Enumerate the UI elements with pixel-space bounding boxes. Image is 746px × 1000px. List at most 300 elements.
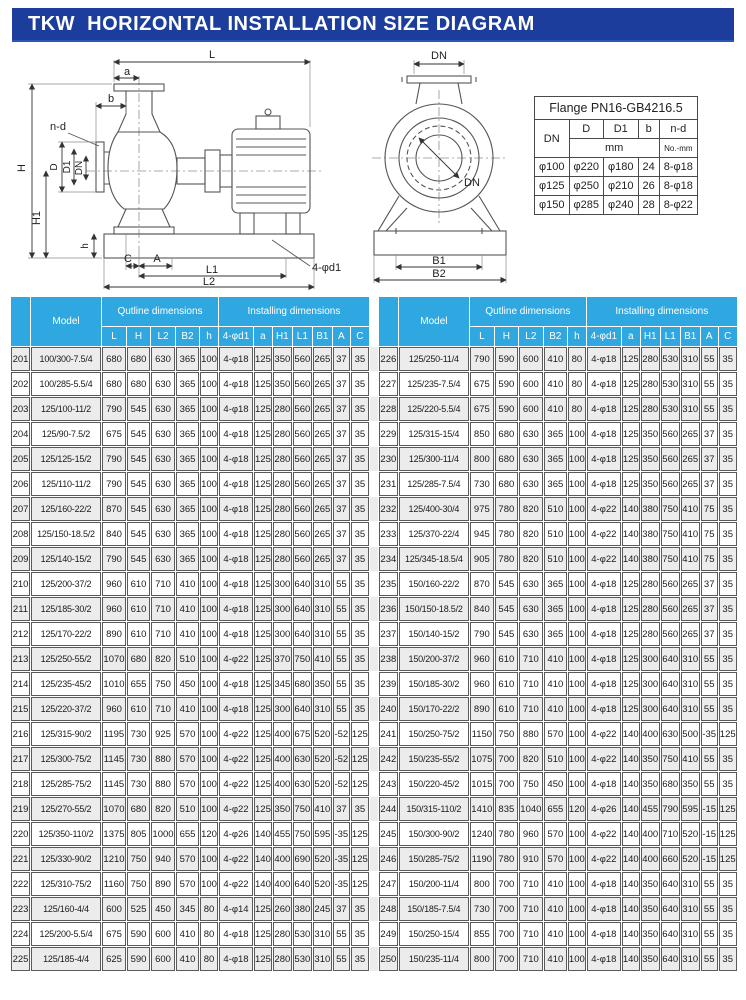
col-header-h: h	[200, 327, 218, 346]
dimension-cell: 1010	[102, 672, 126, 696]
model-cell: 125/330-90/2	[31, 847, 101, 871]
dimension-cell: 4-φ18	[587, 347, 621, 371]
dimension-cell: 125	[622, 447, 640, 471]
dimension-cell: 4-φ18	[587, 572, 621, 596]
dimension-cell: 570	[176, 722, 199, 746]
dimension-cell: 4-φ18	[219, 447, 253, 471]
dimension-cell: 820	[519, 497, 543, 521]
dimension-cell: 35	[719, 672, 737, 696]
flange-cell: 8-φ18	[659, 158, 697, 177]
dimension-cell: 37	[701, 622, 718, 646]
flange-cell: φ150	[535, 196, 570, 215]
dimension-cell: 680	[102, 347, 126, 371]
dimension-cell: 750	[661, 747, 680, 771]
dimension-cell: 4-φ22	[587, 522, 621, 546]
dimension-cell: -35	[333, 872, 350, 896]
dimension-cell: 870	[102, 497, 126, 521]
dimension-cell: 560	[293, 522, 312, 546]
dimension-cell: 37	[701, 597, 718, 621]
dimension-cell: 510	[544, 497, 567, 521]
dimension-cell: 380	[293, 897, 312, 921]
table-row	[11, 422, 737, 446]
model-cell: 125/270-55/2	[31, 797, 101, 821]
dimension-cell: 960	[470, 672, 494, 696]
flange-cell: φ180	[604, 158, 639, 177]
dimension-cell: 680	[495, 447, 518, 471]
dimension-cell: -15	[701, 797, 718, 821]
model-cell: 150/150-18.5/2	[399, 597, 469, 621]
table-gap	[370, 422, 378, 446]
row-number-cell: 227	[379, 372, 398, 396]
model-cell: 125/220-37/2	[31, 697, 101, 721]
dimension-cell: 37	[333, 422, 350, 446]
model-cell: 125/125-15/2	[31, 447, 101, 471]
dimension-cell: 560	[293, 547, 312, 571]
dimension-cell: 410	[681, 497, 700, 521]
dimension-cell: 960	[470, 647, 494, 671]
dimension-cell: 55	[333, 947, 350, 971]
dimension-cell: 545	[127, 422, 150, 446]
model-cell: 125/220-5.5/4	[399, 397, 469, 421]
dimension-cell: 35	[351, 497, 369, 521]
dimension-cell: 1195	[102, 722, 126, 746]
dimension-cell: 880	[151, 747, 175, 771]
dimension-cell: 855	[470, 922, 494, 946]
flange-cell: φ125	[535, 177, 570, 196]
dimension-cell: 345	[273, 672, 292, 696]
model-cell: 125/185-30/2	[31, 597, 101, 621]
dimension-cell: 100	[200, 497, 218, 521]
dimension-cell: 365	[176, 497, 199, 521]
dimension-cell: 600	[151, 947, 175, 971]
dimension-cell: 35	[351, 647, 369, 671]
dimension-cell: 280	[273, 472, 292, 496]
dimension-cell: 37	[333, 347, 350, 371]
col-header-4d1: 4-φd1	[587, 327, 621, 346]
dimension-cell: 55	[701, 947, 718, 971]
dimension-cell: 125	[351, 772, 369, 796]
model-cell: 125/285-75/2	[31, 772, 101, 796]
row-number-cell: 218	[11, 772, 30, 796]
col-header-H1: H1	[273, 327, 292, 346]
col-header-A: A	[333, 327, 350, 346]
dimension-cell: 100	[568, 697, 586, 721]
dimension-cell: 525	[127, 897, 150, 921]
dimension-cell: 530	[293, 922, 312, 946]
dimension-cell: 35	[351, 547, 369, 571]
dimension-cell: 780	[495, 547, 518, 571]
dimension-cell: 125	[254, 897, 272, 921]
table-gap	[370, 872, 378, 896]
dimension-cell: 410	[544, 947, 567, 971]
dimension-cell: 820	[519, 522, 543, 546]
table-row	[11, 547, 737, 571]
dimension-cell: 365	[544, 447, 567, 471]
dimension-cell: -15	[701, 847, 718, 871]
dimension-cell: 4-φ22	[219, 872, 253, 896]
table-row	[11, 572, 737, 596]
dimension-cell: 280	[641, 372, 660, 396]
flange-cell: φ220	[569, 158, 604, 177]
dimension-cell: 100	[568, 872, 586, 896]
dimension-cell: 265	[681, 572, 700, 596]
dimension-cell: 100	[200, 697, 218, 721]
dimension-cell: 610	[495, 672, 518, 696]
dimension-cell: 4-φ22	[587, 722, 621, 746]
dimension-cell: -15	[701, 822, 718, 846]
table-gap	[370, 947, 378, 971]
dimension-cell: 640	[293, 572, 312, 596]
dimension-cell: 280	[641, 347, 660, 371]
group-header-outline-left: Qutline dimensions	[102, 297, 218, 326]
dimension-cell: 750	[519, 772, 543, 796]
dimension-cell: 265	[313, 397, 332, 421]
flange-cell: φ285	[569, 196, 604, 215]
dimension-cell: 4-φ22	[587, 847, 621, 871]
dimension-cell: 280	[273, 497, 292, 521]
side-view-dimensions	[16, 49, 341, 289]
dimension-cell: 640	[661, 697, 680, 721]
dimension-cell: 630	[661, 722, 680, 746]
dimension-cell: 265	[313, 422, 332, 446]
dimension-cell: 55	[333, 622, 350, 646]
row-number-cell: 205	[11, 447, 30, 471]
dimension-cell: 630	[151, 472, 175, 496]
dimension-cell: 365	[176, 522, 199, 546]
dimension-cell: 35	[351, 947, 369, 971]
dimension-cell: 450	[544, 772, 567, 796]
dim-label-D1: D1	[62, 160, 73, 174]
dimension-cell: 960	[102, 597, 126, 621]
dimension-cell: 560	[293, 422, 312, 446]
dimension-cell: 400	[273, 722, 292, 746]
dimension-cell: 820	[519, 747, 543, 771]
dimension-cell: 905	[470, 547, 494, 571]
dimension-cell: 4-φ22	[219, 747, 253, 771]
flange-unit-no-mm: No.-mm	[659, 139, 697, 158]
dimension-cell: 300	[641, 697, 660, 721]
row-number-cell: 202	[11, 372, 30, 396]
model-cell: 125/235-7.5/4	[399, 372, 469, 396]
model-cell: 150/235-11/4	[399, 947, 469, 971]
dimension-cell: 520	[313, 872, 332, 896]
dimension-cell: 790	[102, 447, 126, 471]
dimension-cell: 35	[351, 522, 369, 546]
dimension-cell: 365	[544, 472, 567, 496]
dimension-cell: 630	[293, 772, 312, 796]
dimension-cell: 1145	[102, 772, 126, 796]
dimension-cell: 310	[681, 372, 700, 396]
dimension-cell: 1190	[470, 847, 494, 871]
dimension-cell: 500	[681, 722, 700, 746]
dimension-cell: 4-φ18	[219, 547, 253, 571]
dimension-cell: 450	[176, 672, 199, 696]
dimension-cell: 75	[701, 522, 718, 546]
dimension-cell: 610	[127, 597, 150, 621]
group-header-installing-right: Installing dimensions	[587, 297, 737, 326]
model-cell: 150/300-90/2	[399, 822, 469, 846]
dimension-cell: 750	[127, 872, 150, 896]
dimension-cell: 640	[293, 872, 312, 896]
dimension-cell: 700	[495, 922, 518, 946]
table-gap	[370, 622, 378, 646]
dimension-cell: 37	[333, 897, 350, 921]
dimension-cell: 4-φ18	[587, 947, 621, 971]
dimension-cell: 570	[544, 722, 567, 746]
dimension-cell: 37	[701, 472, 718, 496]
dimension-cell: 680	[293, 672, 312, 696]
dimension-cell: 710	[151, 622, 175, 646]
dimension-cell: 640	[293, 697, 312, 721]
dimension-cell: 545	[127, 472, 150, 496]
dimension-cell: 265	[681, 622, 700, 646]
dimension-cell: 750	[495, 722, 518, 746]
dimension-cell: 365	[176, 372, 199, 396]
dimension-cell: 4-φ22	[587, 822, 621, 846]
dimension-cell: 140	[622, 847, 640, 871]
dimension-cell: 265	[681, 422, 700, 446]
dimension-cell: 100	[200, 847, 218, 871]
table-row	[11, 922, 737, 946]
dimension-cell: 280	[273, 547, 292, 571]
dim-label-B2: B2	[432, 268, 446, 280]
dimension-cell: 35	[719, 622, 737, 646]
pump-body-outline	[86, 76, 322, 258]
dimension-cell: 750	[293, 647, 312, 671]
dimension-cell: 790	[470, 622, 494, 646]
dimension-cell: 780	[495, 497, 518, 521]
table-row	[11, 697, 737, 721]
dimension-cell: 365	[544, 422, 567, 446]
dimension-cell: 750	[127, 847, 150, 871]
dimension-cell: 100	[200, 397, 218, 421]
dimension-cell: 35	[351, 422, 369, 446]
dimension-cell: 37	[333, 397, 350, 421]
dimension-cell: 35	[719, 572, 737, 596]
dimension-cell: 410	[176, 622, 199, 646]
dimension-cell: 140	[622, 872, 640, 896]
dimension-cell: 940	[151, 847, 175, 871]
model-cell: 150/160-22/2	[399, 572, 469, 596]
dimension-cell: 710	[519, 647, 543, 671]
dimension-cell: 790	[470, 347, 494, 371]
dimension-cell: 610	[127, 697, 150, 721]
dimension-cell: 380	[641, 497, 660, 521]
dimension-cell: 890	[470, 697, 494, 721]
dimension-cell: 400	[273, 872, 292, 896]
dimension-cell: 700	[495, 747, 518, 771]
model-cell: 125/200-37/2	[31, 572, 101, 596]
dimension-cell: 265	[313, 497, 332, 521]
model-cell: 150/285-75/2	[399, 847, 469, 871]
dimension-cell: 125	[254, 547, 272, 571]
table-row	[11, 647, 737, 671]
dimension-cell: 520	[313, 747, 332, 771]
dimension-cell: 125	[254, 497, 272, 521]
dimension-cell: 125	[719, 847, 737, 871]
col-header-A: A	[701, 327, 718, 346]
dimension-cell: 910	[519, 847, 543, 871]
dimension-cell: 600	[151, 922, 175, 946]
dimension-cell: -35	[333, 822, 350, 846]
row-number-cell: 203	[11, 397, 30, 421]
dimension-cell: 4-φ18	[219, 947, 253, 971]
dim-label-L2: L2	[202, 276, 216, 288]
dimension-cell: 850	[470, 422, 494, 446]
dimension-cell: 35	[719, 447, 737, 471]
dimension-cell: 880	[519, 722, 543, 746]
dimension-cell: 55	[701, 872, 718, 896]
row-number-cell: 243	[379, 772, 398, 796]
dimension-cell: 100	[568, 472, 586, 496]
dimension-cell: 545	[127, 397, 150, 421]
dimension-cell: 80	[200, 897, 218, 921]
flange-col-dn: DN	[535, 120, 570, 158]
table-row	[11, 372, 737, 396]
model-cell: 125/300-11/4	[399, 447, 469, 471]
table-gap	[370, 822, 378, 846]
dimension-cell: 410	[313, 647, 332, 671]
dimension-cell: 125	[719, 722, 737, 746]
table-gap	[370, 697, 378, 721]
dimension-cell: 945	[470, 522, 494, 546]
dimension-cell: 630	[151, 347, 175, 371]
dimension-cell: 100	[200, 797, 218, 821]
dimension-cell: 835	[495, 797, 518, 821]
dimension-cell: 310	[681, 347, 700, 371]
flange-cell: 8-φ22	[659, 196, 697, 215]
dim-label-anchor-holes: 4-φd1	[312, 262, 342, 274]
col-header-C: C	[719, 327, 737, 346]
dimension-cell: 125	[622, 647, 640, 671]
dimension-cell: 120	[568, 797, 586, 821]
dimension-cell: 675	[470, 372, 494, 396]
col-header-L2: L2	[519, 327, 543, 346]
row-number-cell: 238	[379, 647, 398, 671]
table-gap	[370, 497, 378, 521]
dimension-cell: 1000	[151, 822, 175, 846]
dimension-cell: 410	[176, 597, 199, 621]
main-table-body	[11, 347, 737, 971]
table-gap	[370, 372, 378, 396]
dimension-cell: 4-φ18	[587, 922, 621, 946]
dimension-cell: 410	[176, 947, 199, 971]
row-number-cell: 224	[11, 922, 30, 946]
model-cell: 125/90-7.5/2	[31, 422, 101, 446]
dimension-cell: 520	[681, 822, 700, 846]
dimension-cell: 680	[127, 347, 150, 371]
dimension-cell: 630	[519, 422, 543, 446]
dimension-cell: 780	[495, 847, 518, 871]
model-cell: 125/315-15/4	[399, 422, 469, 446]
dimension-cell: 310	[681, 647, 700, 671]
table-gap	[370, 922, 378, 946]
dimension-cell: 265	[681, 472, 700, 496]
table-row	[11, 472, 737, 496]
dimension-cell: 610	[127, 572, 150, 596]
row-number-cell: 219	[11, 797, 30, 821]
dimension-cell: 310	[313, 572, 332, 596]
flange-col-d: D	[569, 120, 604, 139]
dimension-cell: 125	[351, 847, 369, 871]
dimension-cell: 100	[200, 872, 218, 896]
dimension-cell: 675	[102, 922, 126, 946]
model-cell: 150/185-30/2	[399, 672, 469, 696]
dimension-cell: 350	[641, 872, 660, 896]
dimension-cell: 100	[568, 922, 586, 946]
dimension-cell: 400	[641, 822, 660, 846]
table-gap	[370, 772, 378, 796]
dimension-cell: 100	[200, 722, 218, 746]
dimension-cell: 125	[351, 822, 369, 846]
dimension-cell: 100	[568, 822, 586, 846]
dimension-cell: 125	[254, 597, 272, 621]
dimension-cell: 125	[254, 347, 272, 371]
dimension-cell: 100	[200, 522, 218, 546]
dimension-cell: 55	[701, 922, 718, 946]
dimension-cell: 100	[568, 547, 586, 571]
model-cell: 150/185-7.5/4	[399, 897, 469, 921]
group-header-installing-left: Installing dimensions	[219, 297, 369, 326]
row-number-cell: 232	[379, 497, 398, 521]
dimension-cell: 350	[641, 772, 660, 796]
dimension-cell: 570	[176, 772, 199, 796]
dimension-cell: 80	[568, 372, 586, 396]
dimension-cell: 100	[200, 422, 218, 446]
dimension-cell: 680	[127, 647, 150, 671]
dimension-cell: 37	[333, 447, 350, 471]
dim-label-H: H	[16, 164, 28, 172]
dimension-cell: 125	[719, 797, 737, 821]
dimension-cell: 700	[495, 772, 518, 796]
dimension-cell: 4-φ18	[587, 897, 621, 921]
dimension-cell: 510	[176, 647, 199, 671]
flange-cell: 8-φ18	[659, 177, 697, 196]
model-cell: 125/285-7.5/4	[399, 472, 469, 496]
dimension-cell: 4-φ18	[219, 472, 253, 496]
model-cell: 125/140-15/2	[31, 547, 101, 571]
dimension-cell: 4-φ22	[219, 797, 253, 821]
dimension-cell: 100	[568, 772, 586, 796]
dimension-cell: 410	[544, 672, 567, 696]
row-number-cell: 234	[379, 547, 398, 571]
dimension-cell: 630	[519, 572, 543, 596]
dimension-cell: 100	[200, 447, 218, 471]
dimension-cell: 100	[200, 372, 218, 396]
dimension-cell: 140	[622, 722, 640, 746]
dimension-cell: 350	[273, 372, 292, 396]
dimension-cell: 400	[641, 722, 660, 746]
dimension-cell: 80	[200, 947, 218, 971]
dimension-cell: 365	[176, 547, 199, 571]
dimension-cell: 630	[151, 397, 175, 421]
dim-label-B1: B1	[432, 255, 446, 267]
dimension-cell: 55	[333, 672, 350, 696]
dimension-cell: 790	[102, 547, 126, 571]
dimension-cell: 100	[568, 572, 586, 596]
dimension-cell: 890	[102, 622, 126, 646]
dimension-cell: 37	[701, 422, 718, 446]
dimension-cell: 55	[701, 747, 718, 771]
dimension-cell: 100	[200, 472, 218, 496]
dimension-cell: 35	[719, 472, 737, 496]
flange-cell: φ100	[535, 158, 570, 177]
dimension-cell: 4-φ18	[587, 772, 621, 796]
dim-label-DN: DN	[74, 160, 85, 176]
dimension-cell: 55	[701, 397, 718, 421]
dimension-cell: 630	[519, 597, 543, 621]
dimension-cell: 265	[681, 447, 700, 471]
